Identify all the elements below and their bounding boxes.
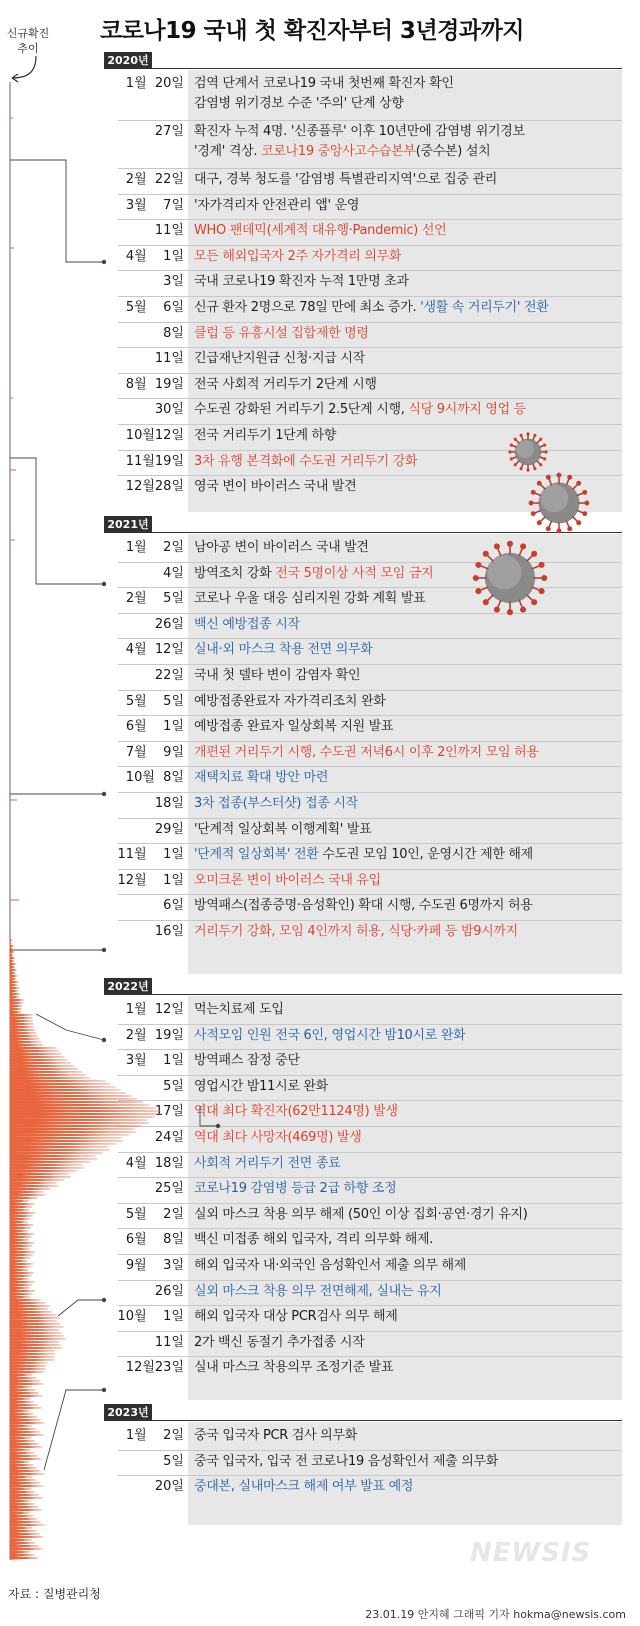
event-date: 4월 12일 (125, 642, 184, 658)
event-line-part: 신규 환자 2명으로 78일 만에 최소 증가. (194, 300, 421, 315)
event-line: 오미크론 변이 바이러스 국내 유입 (194, 872, 381, 888)
event-date: 5월 2일 (125, 1206, 184, 1222)
event-line: 영국 변이 바이러스 국내 발견 (194, 479, 357, 495)
event-line: 코로나19 감염병 등급 2급 하향 조정 (194, 1181, 397, 1197)
event-date: 2월 19일 (125, 1027, 184, 1043)
event-date: 5월 5일 (125, 693, 184, 709)
connector-dot (216, 1124, 220, 1128)
event-date: 1월 2일 (125, 1428, 184, 1443)
event-date: 12월23일 (125, 1360, 184, 1376)
event-line-part: 수도권 강화된 거리두기 2.5단계 시행, (194, 402, 409, 418)
event-date: 6월 1일 (125, 719, 184, 735)
connector-dot (102, 792, 106, 796)
year-badge: 2023년 (104, 1404, 152, 1421)
connector-dot (102, 582, 106, 586)
event-line: 예방접종완료자 자가격리조치 완화 (194, 693, 386, 709)
event-date: 2월 22일 (125, 172, 184, 187)
event-line: 사회적 거리두기 전면 종료 (194, 1155, 341, 1171)
event-line: 국내 코로나19 확진자 누적 1만명 초과 (194, 274, 409, 290)
event-line-highlight: 코로나19 중앙사고수습본부 (261, 144, 416, 159)
event-date: 3일 (163, 274, 184, 290)
event-date: 4일 (163, 565, 184, 581)
event-line: 먹는치료제 도입 (194, 1002, 284, 1017)
event-date: 27일 (154, 124, 184, 139)
connector-line (10, 160, 104, 262)
event-line: 중대본, 실내마스크 해제 여부 발표 예정 (194, 1479, 414, 1495)
event-line: 전국 사회적 거리두기 2단계 시행 (194, 376, 377, 392)
event-line: 방역패스 잠정 중단 (194, 1053, 300, 1069)
event-line: 역대 최다 확진자(62만1124명) 발생 (194, 1104, 398, 1120)
connector-dot (102, 1388, 106, 1392)
connector-dot (102, 1298, 106, 1302)
event-line: '자가격리자 안전관리 앱' 운영 (194, 197, 360, 213)
event-date: 5일 (163, 1078, 184, 1094)
event-date: 1월 2일 (125, 540, 184, 555)
event-line: 실내·외 마스크 착용 전면 의무화 (194, 642, 373, 658)
trend-label-line-2: 추이 (17, 42, 39, 55)
event-date: 10월 1일 (117, 1309, 184, 1325)
event-date: 11월19일 (125, 453, 184, 469)
event-line: 긴급재난지원금 신청·지급 시작 (194, 351, 365, 367)
event-line: 2가 백신 동절기 추가접종 시작 (194, 1334, 365, 1350)
event-line: 사적모임 인원 전국 6인, 영업시간 밤10시로 완화 (194, 1027, 466, 1043)
event-line: 거리두기 강화, 모임 4인까지 허용, 식당·카페 등 밤9시까지 (194, 924, 518, 939)
event-date: 24일 (154, 1130, 184, 1145)
source-note: 자료 : 질병관리청 (8, 1587, 101, 1601)
event-date: 5월 6일 (125, 300, 184, 315)
event-line: 실외 마스크 착용 의무 전면해제, 실내는 유지 (194, 1283, 442, 1299)
event-line: 실내 마스크 착용의무 조정기준 발표 (194, 1360, 394, 1376)
event-line-highlight: '단계적 일상회복' 전환 (194, 847, 319, 863)
event-date: 22일 (154, 668, 184, 683)
event-line-part: (중수본) 설치 (415, 144, 491, 159)
page-title: 코로나19 국내 첫 확진자부터 3년경과까지 (100, 18, 525, 44)
event-line: 해외 입국자 내·외국인 음성확인서 제출 의무 해제 (194, 1258, 466, 1273)
event-line-part: '경계' 격상. (194, 144, 262, 159)
year-badge: 2022년 (104, 978, 152, 995)
event-line: 중국 입국자 PCR 검사 의무화 (194, 1428, 357, 1443)
event-date: 11월 1일 (117, 847, 184, 863)
event-date: 4월 1일 (125, 248, 184, 264)
event-line: 검역 단계서 코로나19 국내 첫번째 확진자 확인 (194, 76, 454, 91)
event-line: 3차 유행 본격화에 수도권 거리두기 강화 (194, 453, 418, 469)
event-date: 10월 8일 (125, 770, 184, 786)
event-date: 12월 1일 (117, 872, 184, 888)
connector-line (200, 1106, 218, 1126)
event-line: 방역패스(접종증명·음성확인) 확대 시행, 수도권 6명까지 허용 (194, 898, 533, 914)
trend-label-line-1: 신규확진 (6, 27, 50, 40)
event-line: 국내 첫 델타 변이 감염자 확인 (194, 668, 361, 683)
connector-dot (102, 260, 106, 264)
event-line: 백신 미접종 해외 입국자, 격리 의무화 해제. (194, 1232, 434, 1248)
event-date: 11일 (154, 351, 184, 367)
event-line: 3차 접종(부스터샷) 접종 시작 (194, 796, 358, 811)
event-date: 3월 7일 (125, 197, 184, 213)
event-line: 코로나 우울 대응 심리지원 강화 계획 발표 (194, 591, 426, 607)
connector-line (58, 1300, 104, 1316)
event-line: 모든 해외입국자 2주 자가격리 의무화 (194, 248, 402, 264)
event-date: 6일 (163, 898, 184, 914)
graphic-credit: 23.01.19 안지혜 그래픽 기자 hokma@newsis.com (365, 1608, 626, 1621)
event-date: 5일 (163, 1453, 184, 1469)
event-line: 전국 거리두기 1단계 하향 (194, 428, 337, 443)
event-line: 클럽 등 유흥시설 집합제한 명령 (194, 325, 369, 341)
event-line: 영업시간 밤11시로 완화 (194, 1078, 328, 1094)
event-date: 2월 5일 (125, 591, 184, 607)
event-line-highlight: '생활 속 거리두기' 전환 (420, 300, 549, 315)
event-date: 8월 19일 (125, 376, 184, 392)
event-date: 10월12일 (125, 428, 184, 443)
event-date: 8일 (163, 325, 184, 341)
event-date: 1월 12일 (125, 1002, 184, 1017)
connector-dot (102, 1038, 106, 1042)
event-date: 6월 8일 (125, 1232, 184, 1248)
event-line: 백신 예방접종 시작 (194, 616, 300, 632)
event-date: 26일 (154, 616, 184, 632)
connector-dot (102, 948, 106, 952)
event-line: 해외 입국자 대상 PCR검사 의무 해제 (194, 1309, 398, 1325)
event-line: WHO 팬데믹(세계적 대유행·Pandemic) 선언 (194, 223, 447, 239)
event-line: 확진자 누적 4명. '신종플루' 이후 10년만에 감염병 위기경보 (194, 124, 525, 139)
event-date: 29일 (154, 821, 184, 837)
event-line: '단계적 일상회복 이행계획' 발표 (194, 821, 372, 837)
year-badge: 2021년 (104, 516, 152, 533)
event-date: 25일 (154, 1181, 184, 1197)
event-date: 11일 (154, 223, 184, 239)
event-date: 11일 (154, 1334, 184, 1350)
event-line: 중국 입국자, 입국 전 코로나19 음성확인서 제출 의무화 (194, 1453, 499, 1469)
event-date: 18일 (154, 796, 184, 811)
event-line: 남아공 변이 바이러스 국내 발견 (194, 540, 369, 555)
newsis-logo: NEWSIS (470, 1538, 592, 1568)
event-date: 30일 (154, 402, 184, 418)
event-date: 3월 1일 (125, 1053, 184, 1069)
event-line: 감염병 위기경보 수준 '주의' 단계 상향 (194, 96, 404, 111)
connector-line (36, 1014, 104, 1040)
trend-area (10, 940, 162, 1560)
event-date: 12월28일 (125, 479, 184, 495)
event-date: 16일 (154, 924, 184, 939)
event-date: 9월 3일 (125, 1258, 184, 1273)
event-date: 26일 (154, 1283, 184, 1299)
event-line: 재택치료 확대 방안 마련 (194, 770, 329, 786)
year-badge: 2020년 (104, 52, 152, 69)
event-date: 17일 (154, 1104, 184, 1120)
event-date: 20일 (154, 1479, 184, 1495)
event-line-highlight: 식당 9시까지 영업 등 (408, 402, 526, 418)
event-line: 대구, 경북 청도를 '감염병 특별관리지역'으로 집중 관리 (194, 172, 498, 187)
event-date: 7월 9일 (125, 744, 184, 760)
event-line: 역대 최다 사망자(469명) 발생 (194, 1130, 362, 1145)
event-line: 실외 마스크 착용 의무 해제 (50인 이상 집회·공연·경기 유지) (194, 1206, 528, 1222)
event-line-part: 수도권 모임 10인, 운영시간 제한 해제 (318, 847, 533, 863)
event-date: 1월 20일 (125, 76, 184, 91)
event-line-part: 방역조치 강화 (194, 565, 276, 581)
connector-line (10, 458, 104, 584)
event-line: 예방접종 완료자 일상회복 지원 발표 (194, 719, 394, 735)
connector-line (44, 1390, 104, 1470)
event-line-highlight: 전국 5명이상 사적 모임 금지 (275, 565, 434, 581)
event-date: 4월 18일 (125, 1155, 184, 1171)
event-line: 개편된 거리두기 시행, 수도권 저녁6시 이후 2인까지 모임 허용 (194, 744, 539, 760)
